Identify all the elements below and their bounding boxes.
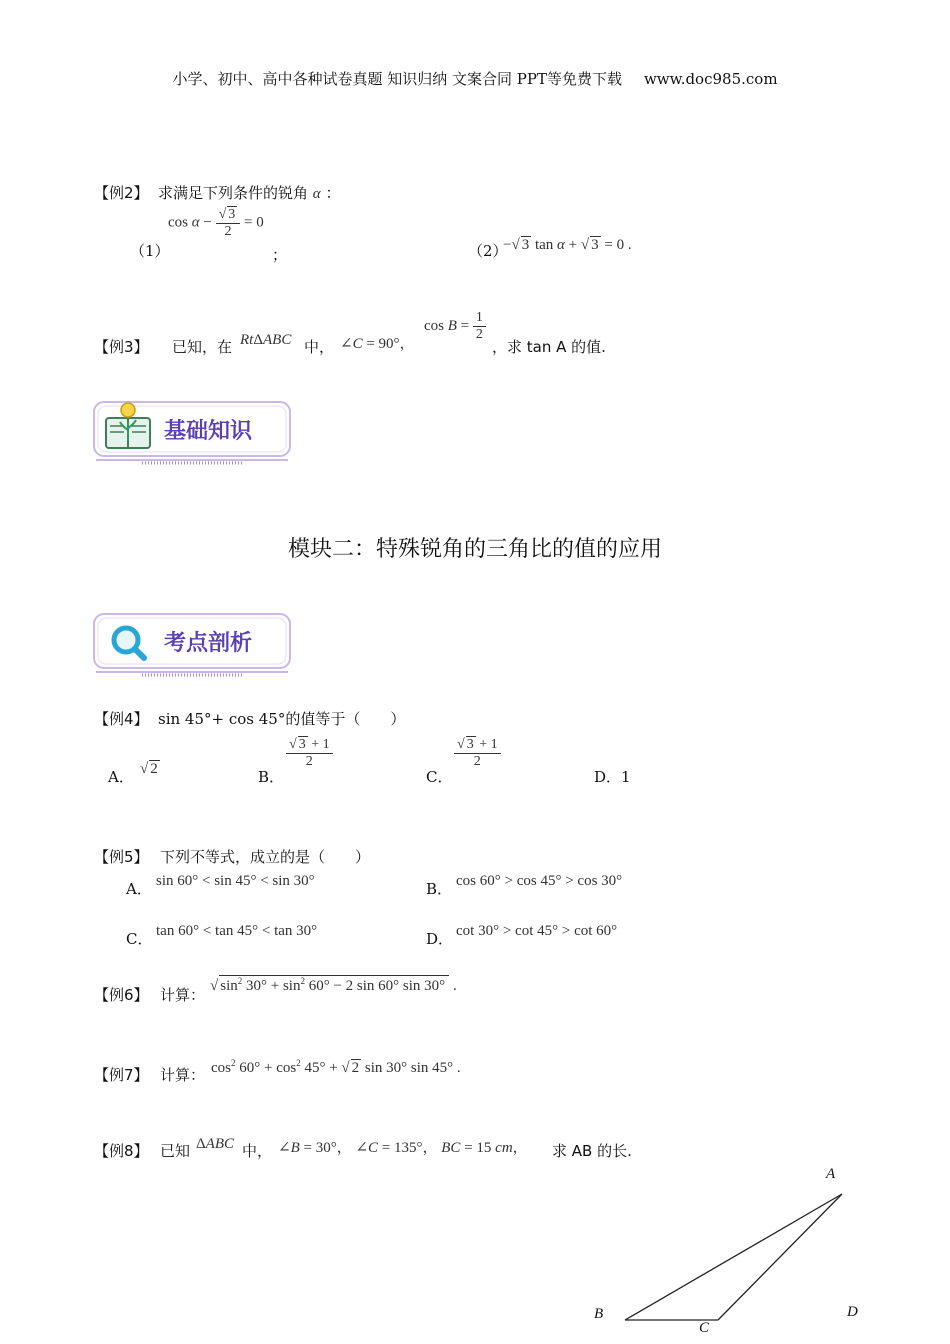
ex4-option-a-label: A． (108, 768, 134, 786)
ex5-option-c-label: C． (126, 930, 153, 948)
ex2-item2-no: （2） (468, 242, 508, 260)
ex4-option-b-label: B． (258, 768, 285, 786)
ex6-prompt: 计算： (160, 986, 206, 1004)
ex5-option-b-label: B． (426, 880, 453, 898)
ex5-option-d-label: D． (426, 930, 454, 948)
ex4-option-a: √ 2 (140, 761, 158, 777)
ex4-prompt: sin 45°+ cos 45°的值等于（ ） (158, 710, 406, 728)
module-title: 模块二：特殊锐角的三角比的值的应用 (287, 537, 662, 562)
ex3-text-a: 已知，在 (172, 338, 233, 356)
ex4-option-d: D．1 (594, 768, 631, 786)
triangle-figure (580, 1160, 880, 1344)
ex5-option-a-label: A． (126, 880, 152, 898)
segment-ba (625, 1194, 842, 1320)
ex7-label: 【例7】 (94, 1066, 149, 1084)
segment-ca (718, 1194, 842, 1320)
ex4-label: 【例4】 (94, 710, 149, 728)
ex2-prompt-text: 求满足下列条件的锐角 (158, 184, 309, 202)
point-b-label: B (594, 1306, 604, 1322)
point-a-label: A (826, 1166, 836, 1182)
ex5-option-c: tan 60° < tan 45° < tan 30° (156, 923, 318, 939)
ex3-label: 【例3】 (94, 338, 149, 356)
banner-basic-text: 基础知识 (164, 419, 253, 444)
banner-basic-knowledge (92, 400, 292, 466)
ex2-label: 【例2】 (94, 184, 149, 202)
point-d-label: D (847, 1304, 858, 1320)
ex3-triangle: RtΔABC (240, 332, 292, 348)
ex2-item1-no: （1） (130, 242, 170, 260)
ex4-option-b: $\frac{√ 3 + 1}{2}$ (286, 736, 333, 770)
ex6-label: 【例6】 (94, 986, 149, 1004)
ex5-prompt: 下列不等式，成立的是（ ） (160, 848, 371, 866)
banner-analysis (92, 612, 292, 678)
ex7-prompt: 计算： (160, 1066, 206, 1084)
banner-analysis-text: 考点剖析 (164, 631, 253, 656)
ex2-item2-formula: −√ 3 tan α + √ 3 = 0 . (503, 237, 632, 253)
ex3-text-c: ，求 tan A 的值. (492, 338, 606, 356)
ex8-conditions: ∠B = 30°， ∠C = 135°， BC = 15 cm， (278, 1140, 528, 1156)
header-site: www.doc985.com (643, 70, 778, 88)
header-text: 小学、初中、高中各种试卷真题 知识归纳 文案合同 PPT等免费下载 (172, 70, 622, 88)
point-c-label: C (699, 1320, 710, 1336)
ex8-label: 【例8】 (94, 1142, 149, 1160)
ex5-option-a: sin 60° < sin 45° < sin 30° (156, 873, 315, 889)
ex5-option-b: cos 60° > cos 45° > cos 30° (456, 873, 623, 889)
ex7-formula: $\cos^2 60^\circ + \cos^2 45^\circ$ + √ 2 sin 30° sin 45° . (211, 1058, 461, 1076)
ex8-text-b: 中， (242, 1142, 273, 1160)
ex2-item1-sep: ； (272, 246, 288, 264)
page-header (0, 68, 950, 89)
ex8-triangle: ΔABC (196, 1136, 234, 1152)
ex5-label: 【例5】 (94, 848, 149, 866)
ex4-option-c: $\frac{√ 3 + 1}{2}$ (454, 736, 501, 770)
ex8-text-c: 求 AB 的长. (552, 1142, 632, 1160)
ex3-cosb: cos B = $\frac{1}{2}$ (424, 310, 486, 343)
ex5-option-d: cot 30° > cot 45° > cot 60° (456, 923, 618, 939)
ex3-angle-c: ∠C = 90°， (340, 336, 415, 352)
ex8-text-a: 已知 (160, 1142, 191, 1160)
ex6-formula: √ $\sin^2 30^\circ + \sin^2 60^\circ - 2$ sin 60° sin 30° . (210, 976, 457, 994)
ex4-option-c-label: C． (426, 768, 453, 786)
ex2-item1-formula: cos α − $\frac{√ 3}{2}$ = 0 (168, 207, 264, 239)
ex3-text-b: 中， (304, 338, 335, 356)
ex2-prompt: 求满足下列条件的锐角 α ： (158, 184, 341, 202)
ex2-alpha: α (312, 186, 321, 202)
